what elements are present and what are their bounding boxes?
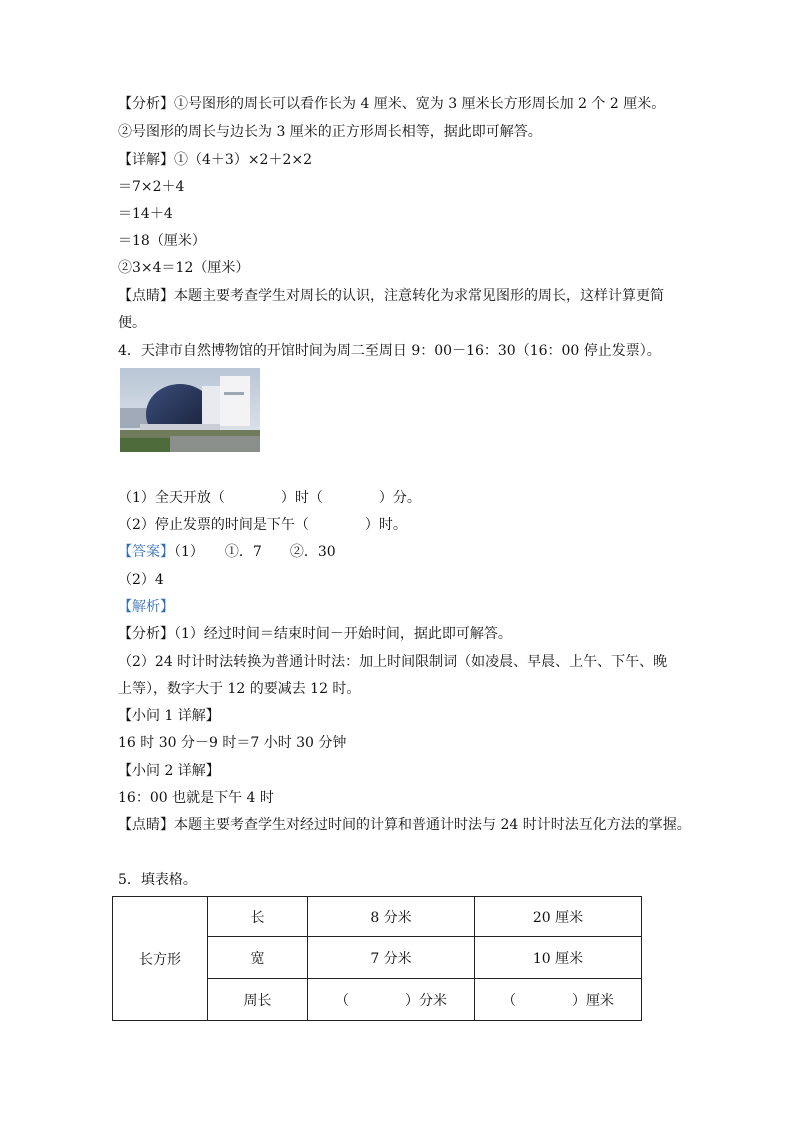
subq2-detail-heading: 【小问 2 详解】: [118, 763, 220, 779]
table-cell: 8 分米: [308, 897, 475, 937]
shape-cell: 长方形: [113, 897, 208, 1021]
table-cell: 7 分米: [308, 937, 475, 979]
museum-photo: [120, 368, 260, 452]
answer-text: （1） ①．7 ②．30: [174, 544, 336, 560]
subq1-detail-heading: 【小问 1 详解】: [118, 708, 220, 724]
analysis2-line-2: （2）24 时计时法转换为普通计时法：加上时间限制词（如凌晨、早晨、上午、下午、晚: [118, 654, 668, 670]
table-cell: 20 厘米: [475, 897, 642, 937]
row-label: 长: [208, 897, 308, 937]
analysis-line-1: 【分析】①号图形的周长可以看作长为 4 厘米、宽为 3 厘米长方形周长加 2 个 2 厘米。: [118, 96, 666, 112]
explanation-tag: 【解析】: [118, 599, 174, 615]
answer-blank-cell[interactable]: （ ）厘米: [475, 979, 642, 1021]
detail-line-2: ＝7×2＋4: [118, 179, 185, 195]
answer-line: [118, 542, 336, 562]
detail-line-4: ＝18（厘米）: [118, 233, 206, 249]
answer-line-2: （2）4: [118, 572, 164, 588]
comment-line-2: 便。: [118, 315, 146, 331]
analysis2-line-3: 上等），数字大于 12 的要减去 12 时。: [118, 681, 361, 697]
detail-line-5: ②3×4＝12（厘米）: [118, 260, 250, 276]
row-label: 周长: [208, 979, 308, 1021]
subq1-detail: 16 时 30 分－9 时＝7 小时 30 分钟: [118, 735, 347, 751]
analysis2-line-1: 【分析】（1）经过时间＝结束时间－开始时间，据此即可解答。: [118, 626, 512, 642]
sub-question-1: （1）全天开放（ ）时（ ）分。: [118, 490, 421, 506]
row-label: 宽: [208, 937, 308, 979]
subq2-detail: 16：00 也就是下午 4 时: [118, 790, 274, 806]
table-cell: 10 厘米: [475, 937, 642, 979]
answer-blank-cell[interactable]: （ ）分米: [308, 979, 475, 1021]
comment2-line: 【点睛】本题主要考查学生对经过时间的计算和普通计时法与 24 时计时法互化方法的掌握。: [118, 817, 691, 833]
comment-line-1: 【点睛】本题主要考查学生对周长的认识，注意转化为求常见图形的周长，这样计算更简: [118, 288, 664, 304]
analysis-line-2: ②号图形的周长与边长为 3 厘米的正方形周长相等，据此即可解答。: [118, 124, 542, 140]
detail-line-1: 【详解】①（4＋3）×2＋2×2: [118, 152, 312, 168]
question-4: 4．天津市自然博物馆的开馆时间为周二至周日 9：00－16：30（16：00 停止发票）。: [118, 343, 661, 359]
detail-line-3: ＝14＋4: [118, 206, 173, 222]
answer-tag: 【答案】: [118, 544, 174, 560]
question-5: 5．填表格。: [118, 872, 197, 888]
fill-table: [112, 896, 642, 1021]
sub-question-2: （2）停止发票的时间是下午（ ）时。: [118, 517, 407, 533]
